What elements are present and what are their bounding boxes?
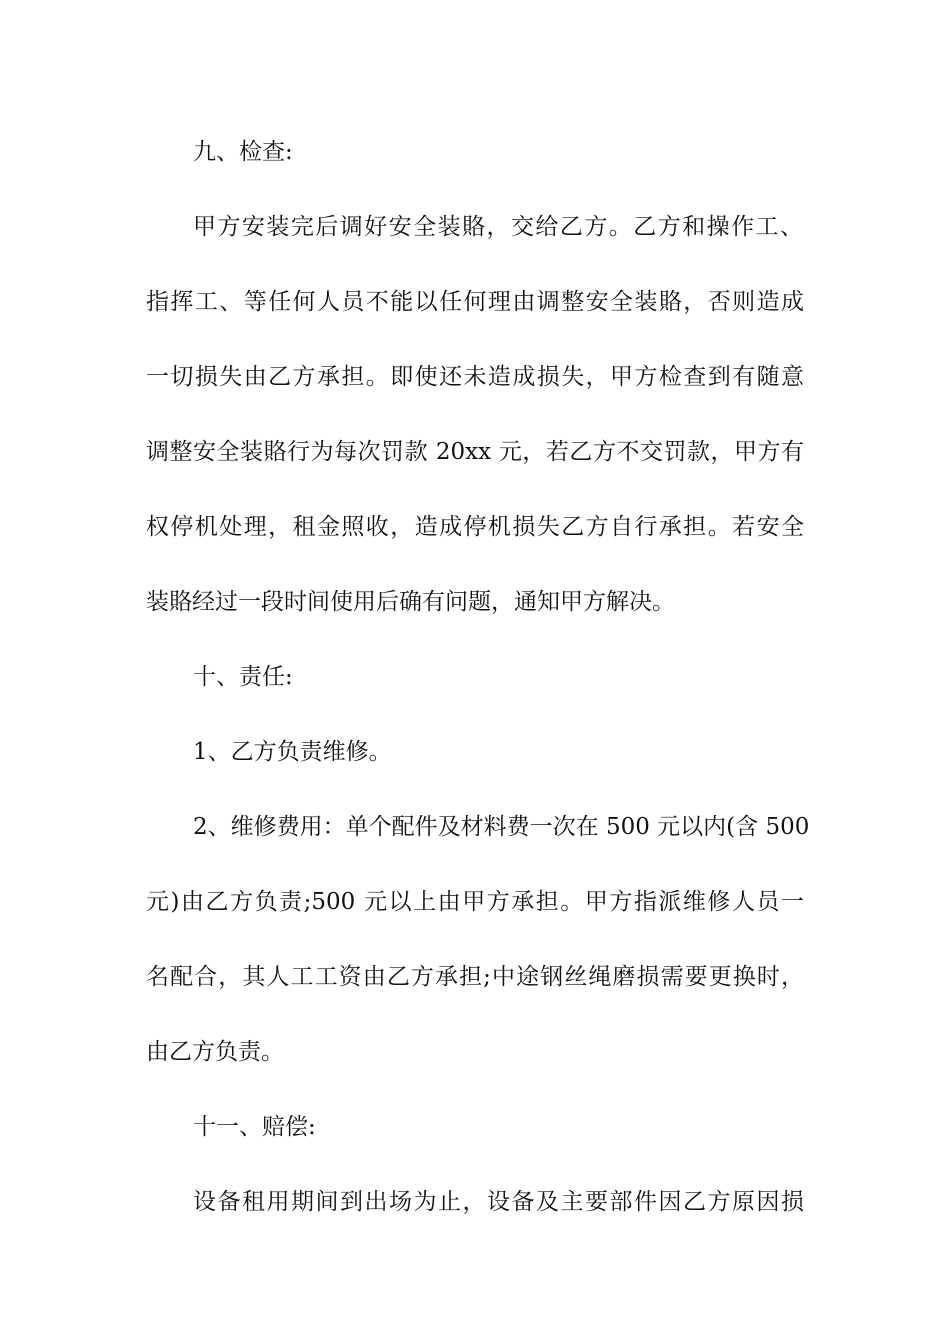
paragraph-text: 设备租用期间到出场为止，设备及主要部件因乙方原因损 <box>193 1189 804 1215</box>
heading-text: 十、责任: <box>193 664 293 690</box>
paragraph-line <box>0 207 950 247</box>
list-item <box>0 807 950 847</box>
section-heading-responsibility <box>0 657 950 697</box>
list-item <box>0 732 950 772</box>
paragraph-text: 装賂经过一段时间使用后确有问题，通知甲方解决。 <box>146 589 675 615</box>
paragraph-text: 指挥工、等任何人员不能以任何理由调整安全装賂，否则造成 <box>146 289 804 315</box>
section-heading-inspection <box>0 132 950 172</box>
paragraph-line <box>0 357 950 397</box>
paragraph-line <box>0 1182 950 1222</box>
paragraph-text: 调整安全装賂行为每次罚款 20xx 元，若乙方不交罚款，甲方有 <box>146 439 804 465</box>
list-item-text: 1、乙方负责维修。 <box>193 739 392 765</box>
paragraph-text: 甲方安装完后调好安全装賂，交给乙方。乙方和操作工、 <box>193 214 803 240</box>
heading-text: 十一、赔偿: <box>193 1114 316 1140</box>
paragraph-line <box>0 582 950 622</box>
list-item-text: 2、维修费用：单个配件及材料费一次在 500 元以内(含 500 <box>193 814 810 840</box>
paragraph-line <box>0 432 950 472</box>
paragraph-text: 名配合，其人工工资由乙方承担;中途钢丝绳磨损需要更换时， <box>146 964 804 990</box>
heading-text: 九、检查: <box>193 139 293 165</box>
paragraph-text: 权停机处理，租金照收，造成停机损失乙方自行承担。若安全 <box>146 514 804 540</box>
paragraph-line <box>0 882 950 922</box>
paragraph-line <box>0 957 950 997</box>
paragraph-text: 元)由乙方负责;500 元以上由甲方承担。甲方指派维修人员一 <box>146 889 804 915</box>
paragraph-line <box>0 282 950 322</box>
paragraph-text: 由乙方负责。 <box>146 1039 284 1065</box>
section-heading-compensation <box>0 1107 950 1147</box>
paragraph-text: 一切损失由乙方承担。即使还未造成损失，甲方检查到有随意 <box>146 364 804 390</box>
paragraph-line <box>0 507 950 547</box>
paragraph-line <box>0 1032 950 1072</box>
